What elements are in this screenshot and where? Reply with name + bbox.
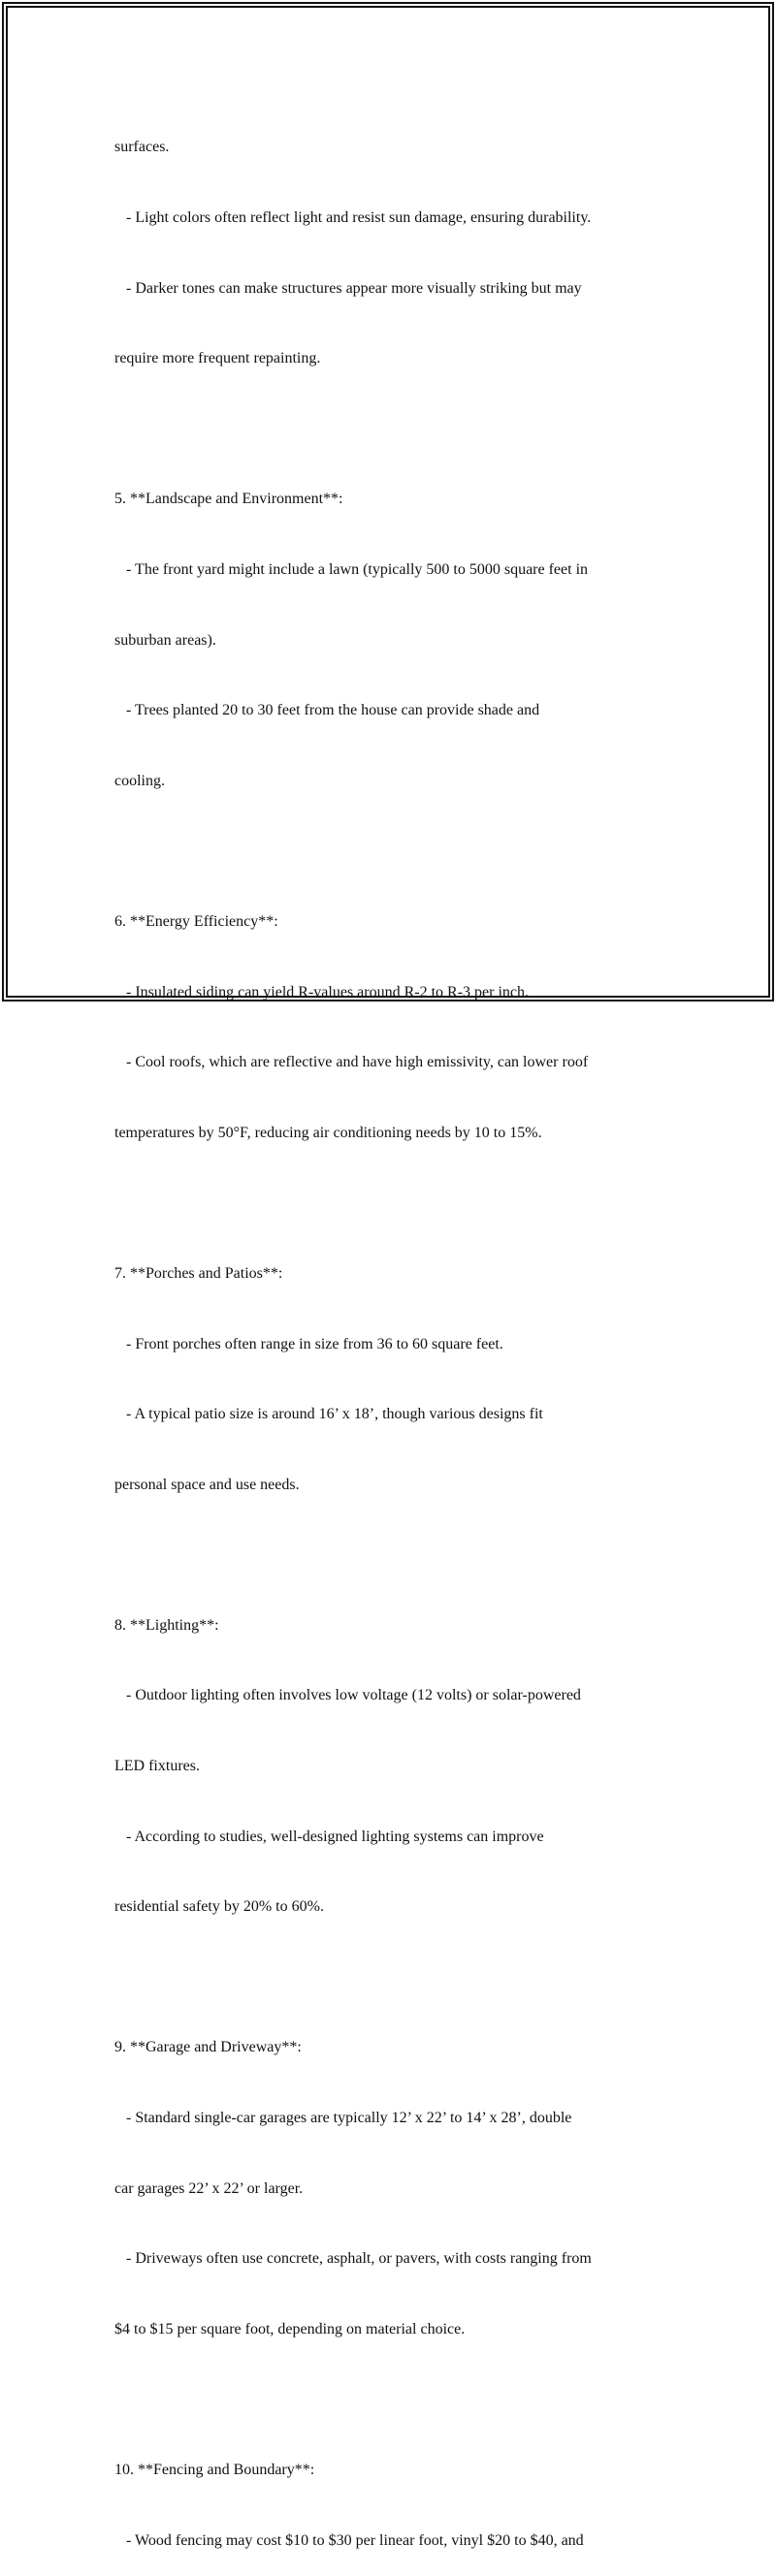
text-line: surfaces. [114,139,170,156]
text-line: - Front porches often range in size from 36 to 60 square feet. [114,1335,503,1352]
text-line: $4 to $15 per square foot, depending on material choice. [114,2320,466,2337]
blank-line [114,418,687,441]
text-line: - Light colors often reflect light and resist sun damage, ensuring durability. [114,209,592,226]
text-line: LED fixtures. [114,1758,200,1775]
text-line: temperatures by 50°F, reducing air conditioning needs by 10 to 15%. [114,1124,542,1141]
text-line: personal space and use needs. [114,1476,300,1493]
section-heading: 8. **Lighting**: [114,1616,219,1634]
text-line: - Cool roofs, which are reflective and have high emissivity, can lower roof [114,1054,589,1071]
section-heading: 10. **Fencing and Boundary**: [114,2462,315,2478]
text-line: car garages 22’ x 22’ or larger. [114,2179,304,2197]
blank-line [114,840,687,863]
text-line: - Insulated siding can yield R-values around R-2 to R-3 per inch. [114,983,530,1001]
text-line: - The front yard might include a lawn (typically 500 to 5000 square feet in [114,560,589,578]
blank-line [114,1966,687,1989]
text-line: - Darker tones can make structures appear more visually striking but may [114,279,582,297]
text-line: - Wood fencing may cost $10 to $30 per linear foot, vinyl $20 to $40, and [114,2531,584,2549]
text-line: - A typical patio size is around 16’ x 18’, though various designs fit [114,1406,543,1423]
text-line: - Trees planted 20 to 30 feet from the house can provide shade and [114,702,540,719]
text-line: require more frequent repainting. [114,350,321,367]
section-heading: 7. **Porches and Patios**: [114,1264,283,1282]
text-line: residential safety by 20% to 60%. [114,1898,324,1916]
document-body [114,89,687,2576]
text-line: - Outdoor lighting often involves low voltage (12 volts) or solar-powered [114,1687,581,1704]
text-line: - Standard single-car garages are typically 12’ x 22’ to 14’ x 28’, double [114,2110,572,2127]
text-line: - According to studies, well-designed lighting systems can improve [114,1828,544,1845]
section-heading: 6. **Energy Efficiency**: [114,912,278,930]
blank-line [114,1543,687,1567]
text-line: suburban areas). [114,631,216,649]
section-heading: 5. **Landscape and Environment**: [114,491,343,508]
blank-line [114,1192,687,1215]
section-heading: 9. **Garage and Driveway**: [114,2039,302,2056]
text-line: cooling. [114,772,165,789]
blank-line [114,2388,687,2411]
text-line: - Driveways often use concrete, asphalt, or pavers, with costs ranging from [114,2250,592,2268]
